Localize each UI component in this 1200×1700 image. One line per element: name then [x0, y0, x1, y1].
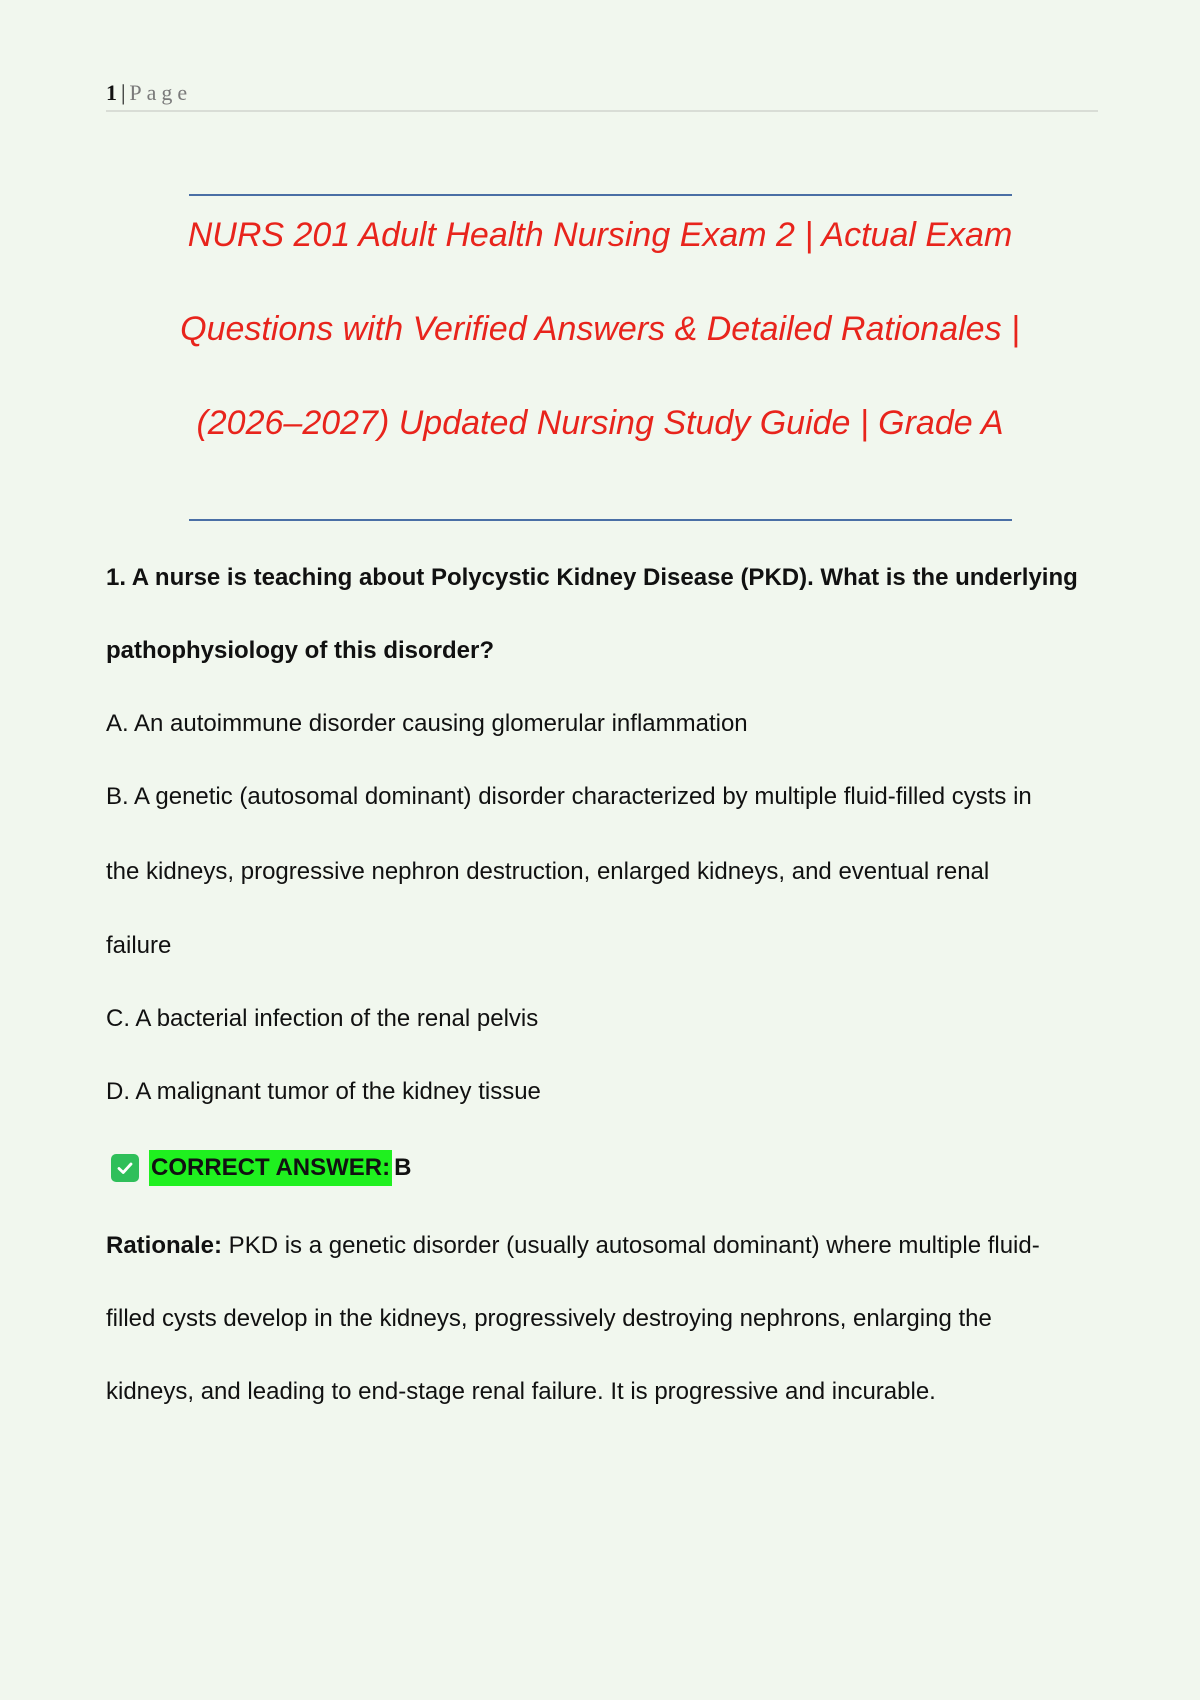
check-box-icon — [111, 1154, 139, 1182]
rationale-line-2: filled cysts develop in the kidneys, progressively destroying nephrons, enlarging the — [106, 1305, 992, 1332]
option-b-line-2: the kidneys, progressive nephron destruction, enlarged kidneys, and eventual renal — [106, 858, 990, 885]
question-line-2: pathophysiology of this disorder? — [106, 637, 495, 664]
option-b-line-3: failure — [106, 932, 172, 959]
rationale-line-1 — [106, 1232, 1106, 1260]
option-b-line-1: B. A genetic (autosomal dominant) disorder characterized by multiple fluid-filled cysts in — [106, 783, 1032, 810]
title-line-1: NURS 201 Adult Health Nursing Exam 2 | Actual Exam — [187, 216, 1013, 254]
option-c: C. A bacterial infection of the renal pelvis — [106, 1005, 539, 1032]
page-number: 1 — [106, 80, 117, 105]
correct-answer-label: CORRECT ANSWER: — [149, 1150, 392, 1186]
rationale-text-1: PKD is a genetic disorder (usually autosomal dominant) where multiple fluid- — [222, 1232, 1040, 1259]
correct-answer — [111, 1149, 411, 1187]
rationale-label: Rationale: — [106, 1232, 223, 1259]
title-rule-top — [189, 194, 1012, 196]
title-line-2: Questions with Verified Answers & Detailed Rationales | — [180, 310, 1020, 348]
page-word: Page — [129, 80, 193, 105]
question-line-1: 1. A nurse is teaching about Polycystic Kidney Disease (PKD). What is the underlying — [106, 564, 1078, 591]
title-line-3: (2026–2027) Updated Nursing Study Guide | Grade A — [196, 404, 1004, 442]
option-d: D. A malignant tumor of the kidney tissue — [106, 1078, 541, 1105]
option-a: A. An autoimmune disorder causing glomerular inflammation — [106, 710, 748, 737]
page-header — [106, 76, 1098, 112]
correct-answer-value: B — [394, 1154, 412, 1181]
page-separator: | — [121, 80, 126, 105]
title-rule-bottom — [189, 519, 1012, 521]
rationale-line-3: kidneys, and leading to end-stage renal failure. It is progressive and incurable. — [106, 1378, 936, 1405]
